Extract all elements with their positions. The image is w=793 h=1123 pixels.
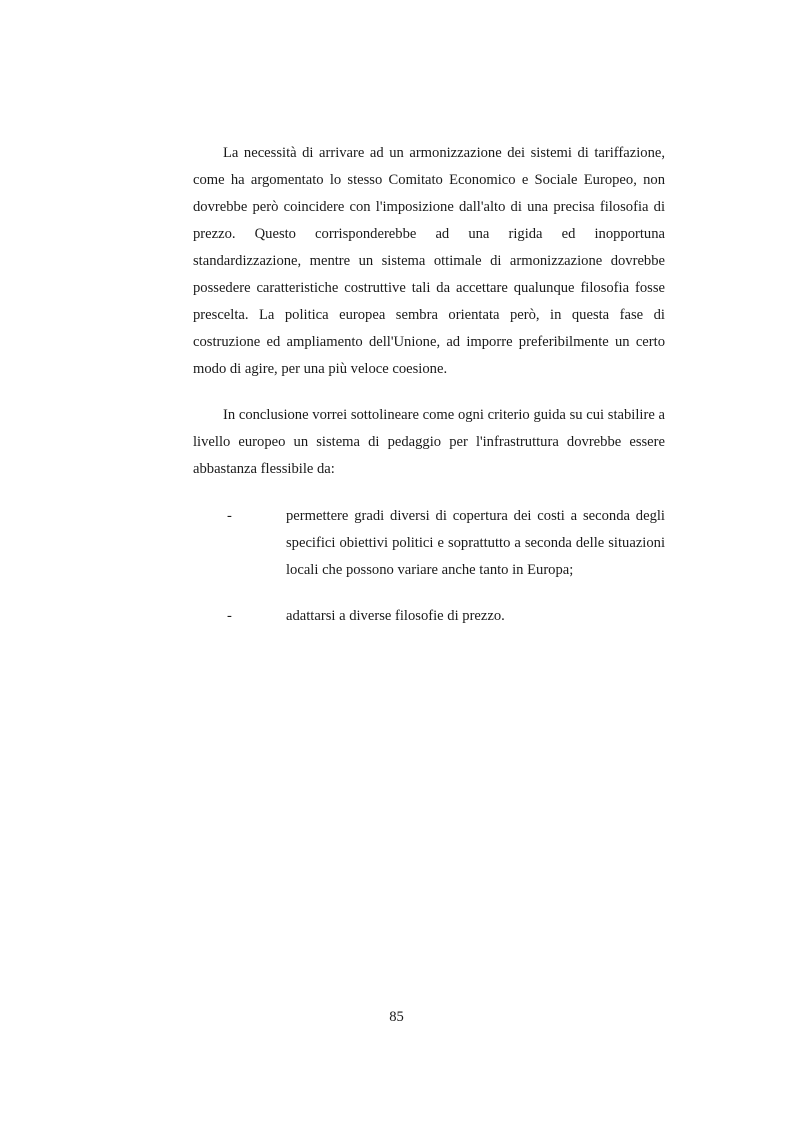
list-item	[193, 503, 665, 584]
body-paragraph: In conclusione vorrei sottolineare come ogni criterio guida su cui stabilire a livello europeo un sistema di pedaggio per l'infrastruttura dovrebbe essere abbastanza flessibile da:	[193, 407, 665, 477]
body-paragraph: La necessità di arrivare ad un armonizzazione dei sistemi di tariffazione, come ha argomentato lo stesso Comitato Economico e Sociale Europeo, non dovrebbe però coincidere con l'imposizione dall'alto di una precisa filosofia di prezzo. Questo corrisponderebbe ad una rigida ed inopportuna standardizzazione, mentre un sistema ottimale di armonizzazione dovrebbe possedere caratteristiche costruttive tali da accettare qualunque filosofia fosse prescelta. La politica europea sembra orientata però, in questa fase di costruzione ed ampliamento dell'Unione, ad imporre preferibilmente un certo modo di agire, per una più veloce coesione.	[193, 145, 665, 377]
list-item	[193, 603, 665, 630]
page-number: 85	[389, 1009, 404, 1025]
list-marker: -	[227, 508, 232, 524]
list-item-text: adattarsi a diverse filosofie di prezzo.	[286, 608, 505, 624]
list-item-text: permettere gradi diversi di copertura dei costi a seconda degli specifici obiettivi politici e soprattutto a seconda delle situazioni locali che possono variare anche tanto in Europa;	[286, 508, 665, 578]
list-marker: -	[227, 608, 232, 624]
